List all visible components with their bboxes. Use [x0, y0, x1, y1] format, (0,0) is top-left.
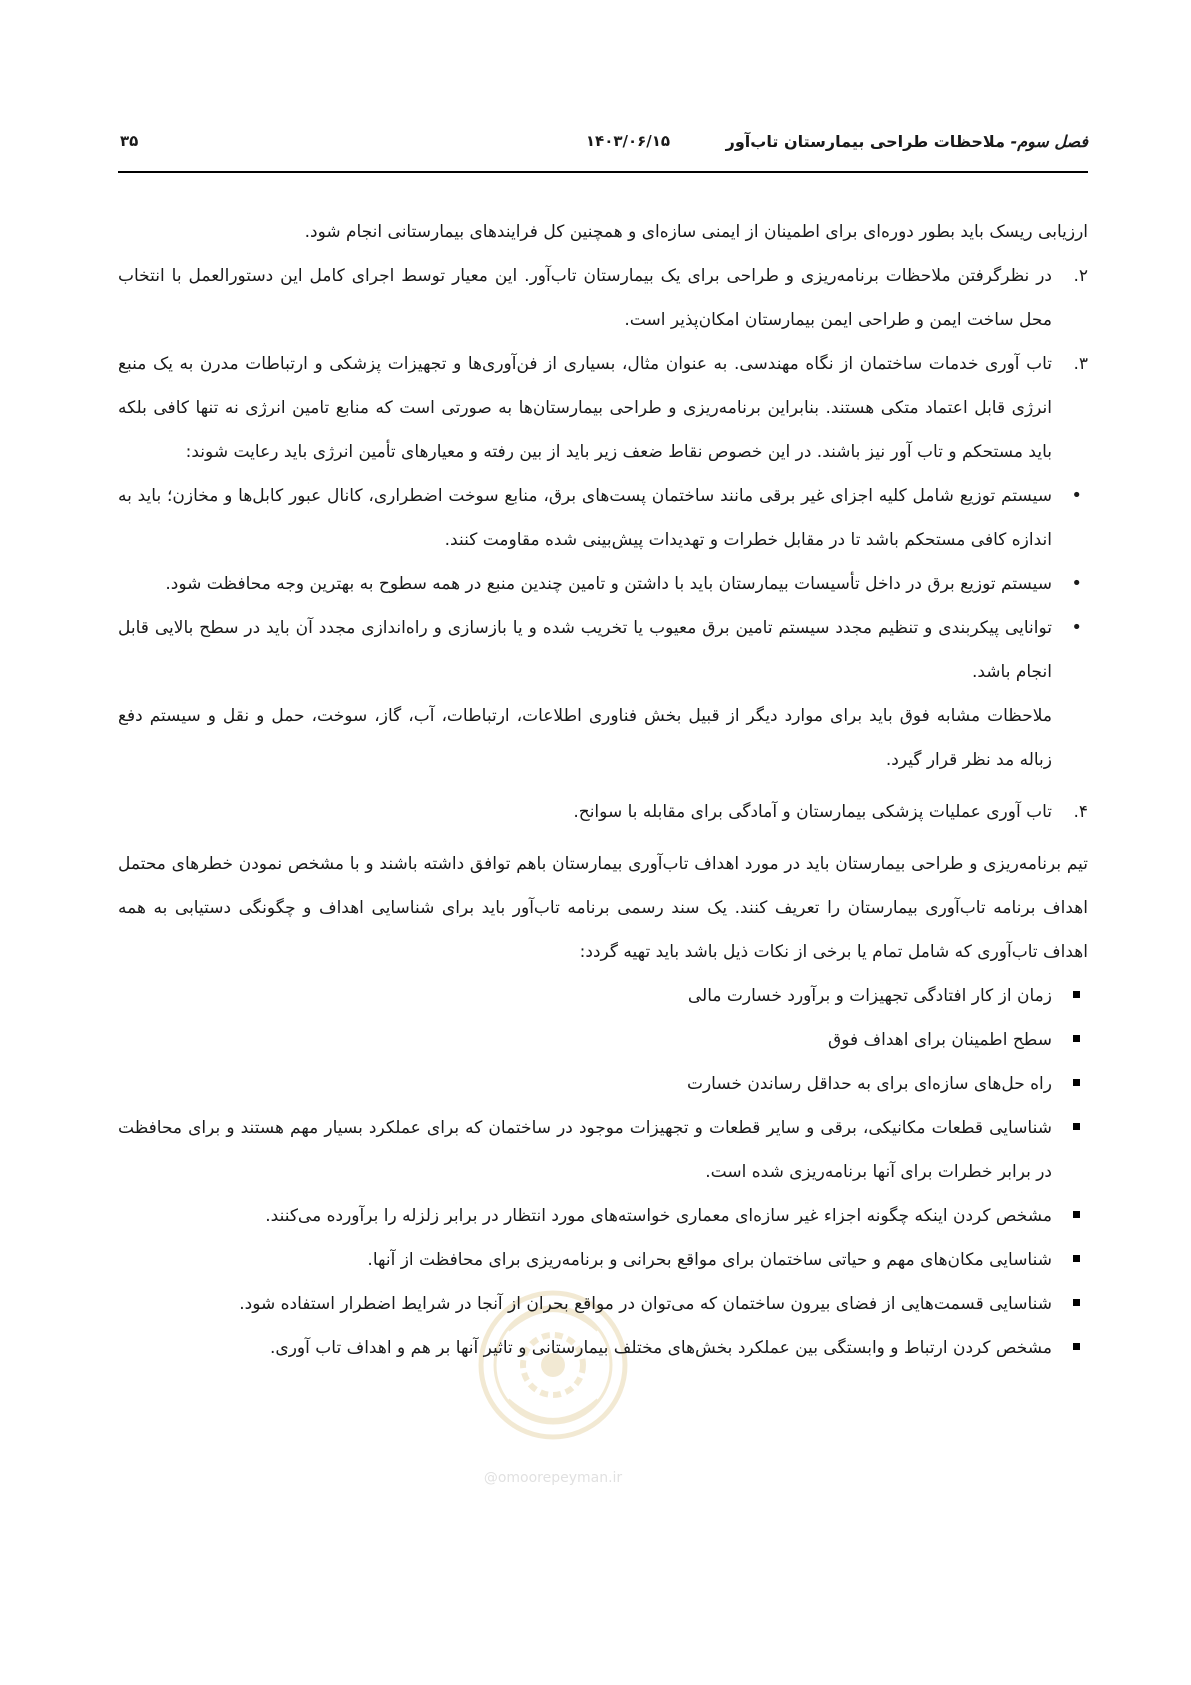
numbered-item-2 — [118, 254, 1088, 342]
item-text: تاب آوری خدمات ساختمان از نگاه مهندسی. به عنوان مثال، بسیاری از فن‌آوری‌ها و تجهیزات پزشکی و ارتباطات مدرن به یک منبع انرژی قابل اعتماد متکی هستند. بنابراین برنامه‌ریزی و طراحی بیمارستان‌ها به صورتی است که منابع تامین انرژی نه تنها کافی بلکه باید مستحکم و تاب آور نیز باشند. در این خصوص نقاط ضعف زیر باید از بین رفته و معیارهای تأمین انرژی باید رعایت شوند: — [118, 354, 1052, 462]
square-bullet-text: شناسایی مکان‌های مهم و حیاتی ساختمان برای مواقع بحرانی و برنامه‌ریزی برای محافظت از آنها. — [367, 1250, 1052, 1270]
bullet-icon: • — [1071, 617, 1082, 638]
document-body — [118, 210, 1088, 1370]
bullet-text: سیستم توزیع برق در داخل تأسیسات بیمارستان باید با داشتن و تامین چندین منبع در همه سطوح به بهترین وجه محافظت شود. — [165, 574, 1052, 594]
square-bullet-text: سطح اطمینان برای اهداف فوق — [828, 1030, 1052, 1050]
bullet-text: توانایی پیکربندی و تنظیم مجدد سیستم تامین برق معیوب یا تخریب شده و یا بازسازی و راه‌اندازی مجدد آن باید در سطح بالایی قابل انجام باشد. — [118, 618, 1052, 682]
square-bullet-icon — [1073, 1079, 1080, 1086]
square-bullet-item — [118, 974, 1088, 1018]
square-bullet-icon — [1073, 1211, 1080, 1218]
bullet-item — [118, 606, 1088, 694]
square-bullet-text: شناسایی قسمت‌هایی از فضای بیرون ساختمان که می‌توان در مواقع بحران از آنجا در شرایط اضطرار استفاده شود. — [239, 1294, 1052, 1314]
item-number: ۳. — [1073, 354, 1088, 374]
square-bullet-icon — [1073, 1255, 1080, 1262]
bullet-text: سیستم توزیع شامل کلیه اجزای غیر برقی مانند ساختمان پست‌های برق، منابع سوخت اضطراری، کانال عبور کابل‌ها و مخازن؛ باید به اندازه کافی مستحکم باشد تا در مقابل خطرات و تهدیدات پیش‌بینی شده مقاومت کنند. — [118, 486, 1052, 550]
header-title — [726, 132, 1088, 151]
square-bullet-text: مشخص کردن اینکه چگونه اجزاء غیر سازه‌ای معماری خواسته‌های مورد انتظار در برابر زلزله را برآورده می‌کنند. — [265, 1206, 1052, 1226]
numbered-item-4 — [118, 790, 1088, 834]
chapter-title: ملاحظات طراحی بیمارستان تاب‌آور — [725, 132, 1005, 151]
square-bullet-item — [118, 1018, 1088, 1062]
square-bullet-text: زمان از کار افتادگی تجهیزات و برآورد خسارت مالی — [687, 986, 1052, 1006]
square-bullet-item — [118, 1238, 1088, 1282]
square-bullet-text: شناسایی قطعات مکانیکی، برقی و سایر قطعات و تجهیزات موجود در ساختمان که برای عملکرد بسیار مهم هستند و برای محافظت در برابر خطرات برای آنها برنامه‌ریزی شده است. — [118, 1118, 1052, 1182]
item-text: تاب آوری عملیات پزشکی بیمارستان و آمادگی برای مقابله با سوانح. — [573, 802, 1052, 822]
bullet-item — [118, 562, 1088, 606]
square-bullet-icon — [1073, 1299, 1080, 1306]
chapter-label: فصل سوم- — [1010, 132, 1088, 151]
item-number: ۴. — [1073, 802, 1088, 822]
header-divider — [118, 171, 1088, 173]
square-bullet-item — [118, 1106, 1088, 1194]
square-bullet-text: مشخص کردن ارتباط و وابستگی بین عملکرد بخش‌های مختلف بیمارستانی و تاثیر آنها بر هم و اهداف تاب آوری. — [270, 1338, 1052, 1358]
item-number: ۲. — [1073, 266, 1088, 286]
bullet-icon: • — [1071, 573, 1082, 594]
numbered-item-3 — [118, 342, 1088, 474]
square-bullet-icon — [1073, 1343, 1080, 1350]
item-text: در نظرگرفتن ملاحظات برنامه‌ریزی و طراحی برای یک بیمارستان تاب‌آور. این معیار توسط اجرای کامل این دستورالعمل با انتخاب محل ساخت ایمن و طراحی ایمن بیمارستان امکان‌پذیر است. — [118, 266, 1052, 330]
square-bullet-item — [118, 1282, 1088, 1326]
square-bullet-text: راه حل‌های سازه‌ای برای به حداقل رساندن خسارت — [686, 1074, 1052, 1094]
page-number: ۳۵ — [120, 132, 139, 150]
square-bullet-icon — [1073, 991, 1080, 998]
square-bullet-item — [118, 1062, 1088, 1106]
square-bullet-icon — [1073, 1123, 1080, 1130]
bullet-icon: • — [1071, 485, 1082, 506]
page-header — [118, 130, 1088, 160]
bullet-item — [118, 474, 1088, 562]
intro-paragraph: ارزیابی ریسک باید بطور دوره‌ای برای اطمینان از ایمنی سازه‌ای و همچنین کل فرایندهای بیمارستانی انجام شود. — [304, 222, 1088, 242]
square-bullet-icon — [1073, 1035, 1080, 1042]
watermark-text: @omoorepeyman.ir — [483, 1470, 623, 1486]
header-date: ۱۴۰۳/۰۶/۱۵ — [585, 132, 671, 150]
square-bullet-item — [118, 1194, 1088, 1238]
square-bullet-item — [118, 1326, 1088, 1370]
goals-paragraph: تیم برنامه‌ریزی و طراحی بیمارستان باید در مورد اهداف تاب‌آوری بیمارستان باهم توافق داشته باشند و با مشخص نمودن خطرهای محتمل اهداف برنامه تاب‌آوری بیمارستان را تعریف کنند. یک سند رسمی برنامه تاب‌آور باید برای شناسایی اهداف و چگونگی دستیابی به همه اهداف تاب‌آوری که شامل تمام یا برخی از نکات ذیل باشد باید تهیه گردد: — [118, 854, 1088, 962]
note-paragraph: ملاحظات مشابه فوق باید برای موارد دیگر از قبیل بخش فناوری اطلاعات، ارتباطات، آب، گاز، سوخت، حمل و نقل و سیستم دفع زباله مد نظر قرار گیرد. — [118, 706, 1052, 770]
